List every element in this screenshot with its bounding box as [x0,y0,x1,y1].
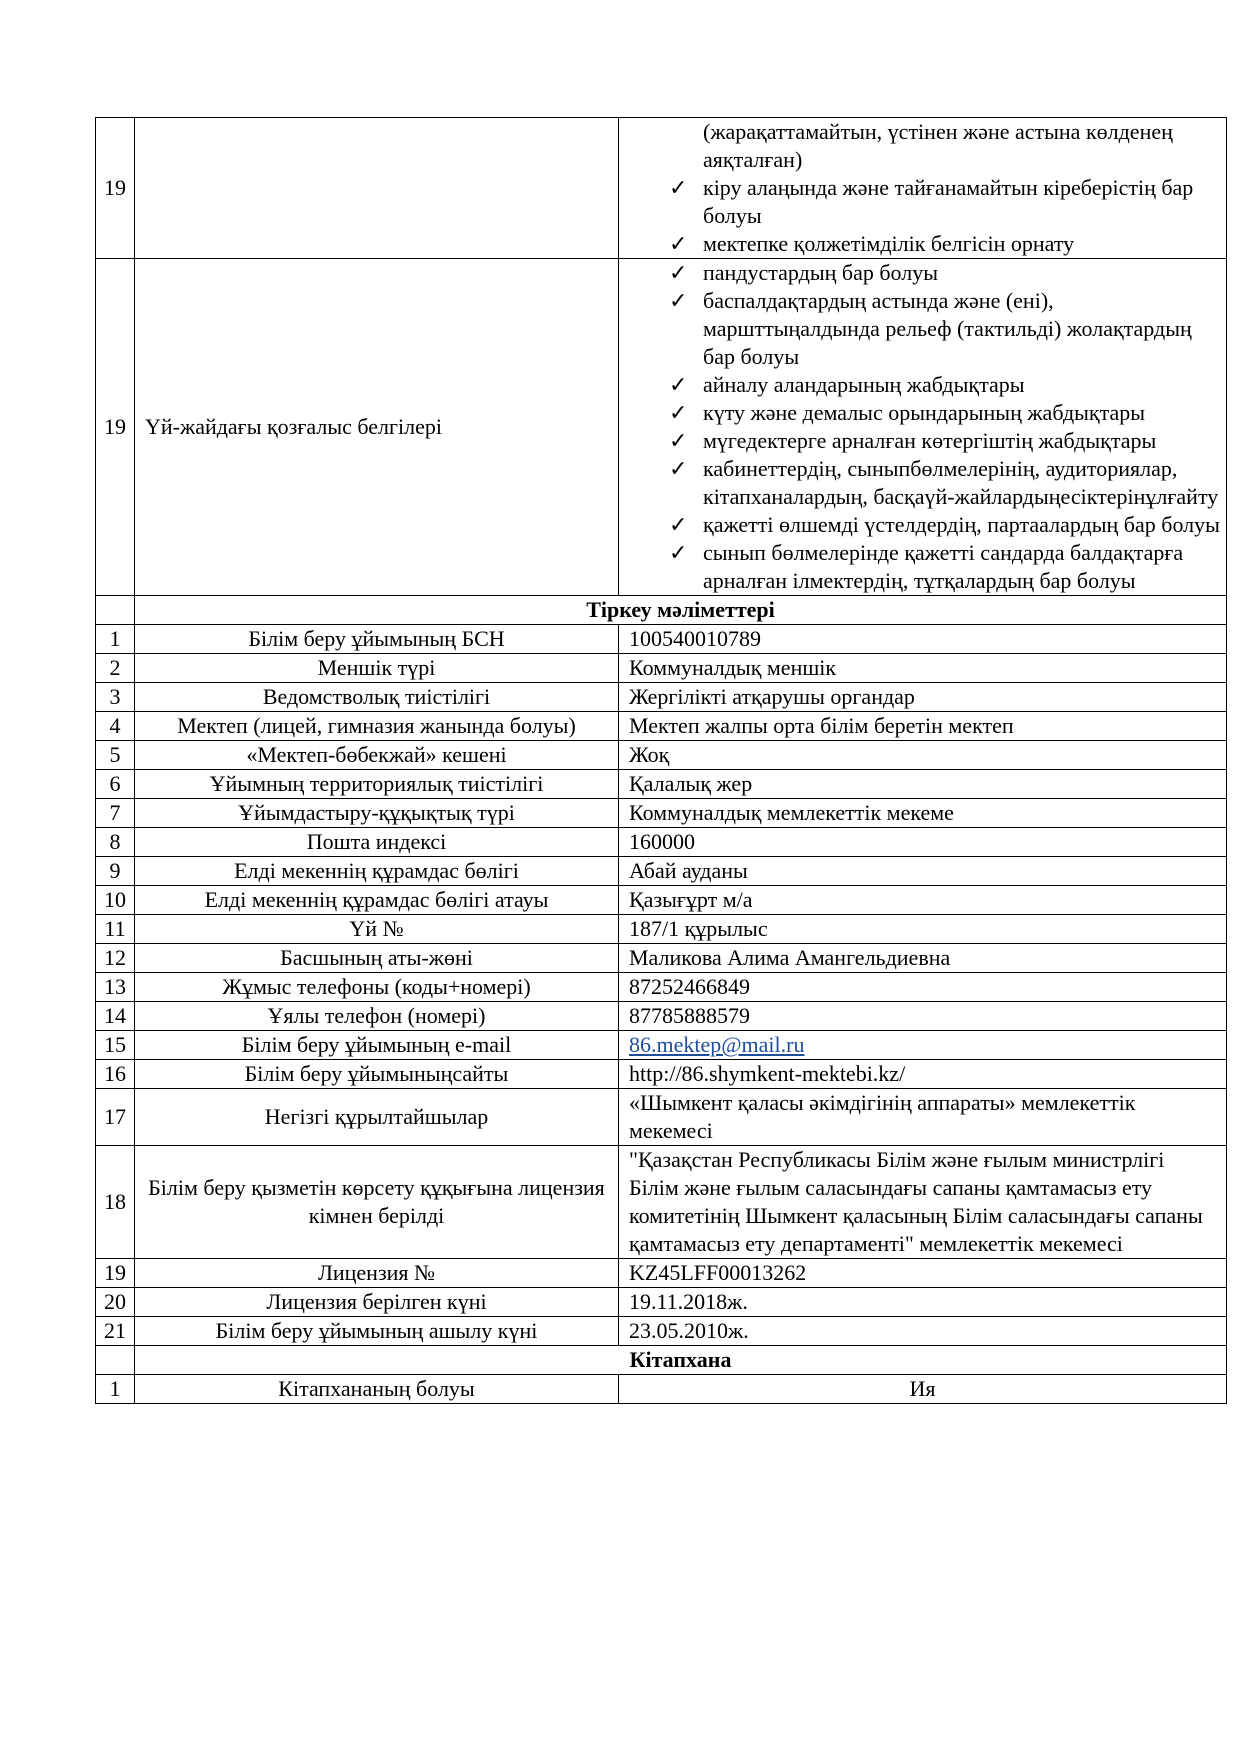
list-item-text: күту және демалыс орындарының жабдықтары [703,400,1146,425]
table-row [96,799,1227,828]
table-row [96,654,1227,683]
row-value: KZ45LFF00013262 [619,1259,1227,1288]
section-header-library [96,1346,1227,1375]
row-label: Үй № [135,915,619,944]
table-row [96,683,1227,712]
row-number: 1 [96,1375,135,1404]
table-row [96,741,1227,770]
row-value: 87785888579 [619,1002,1227,1031]
table-row [96,1060,1227,1089]
row-label: Елді мекеннің құрамдас бөлігі [135,857,619,886]
row-value: «Шымкент қаласы әкімдігінің аппараты» мемлекеттік мекемесі [619,1089,1227,1146]
row-label: Білім беру ұйымыныңсайты [135,1060,619,1089]
table-row [96,770,1227,799]
row-value: Маликова Алима Амангельдиевна [619,944,1227,973]
list-item-text: (жарақаттамайтын, үстінен және астына көлденең аяқталған) [703,119,1173,172]
row-number: 11 [96,915,135,944]
table-row [96,1031,1227,1060]
list-item [619,427,1226,455]
table-row [96,1375,1227,1404]
row-label [135,118,619,259]
row-value: Коммуналдық меншік [619,654,1227,683]
row-label: Ведомстволық тиістілігі [135,683,619,712]
row-value: 87252466849 [619,973,1227,1002]
row-label: Ұйымның территориялық тиістілігі [135,770,619,799]
row-number: 17 [96,1089,135,1146]
checkmark-icon: ✓ [669,260,688,285]
row-number: 15 [96,1031,135,1060]
list-item-text: айналу аландарының жабдықтары [703,372,1025,397]
list-item-text: мектепке қолжетімділік белгісін орнату [703,231,1075,256]
table-row [96,915,1227,944]
row-value: Мектеп жалпы орта білім беретін мектеп [619,712,1227,741]
table-row [96,1317,1227,1346]
row-label: Кітапхананың болуы [135,1375,619,1404]
row-value: Абай ауданы [619,857,1227,886]
row-number: 5 [96,741,135,770]
row-value: Қалалық жер [619,770,1227,799]
section-header-registration [96,596,1227,625]
list-item [619,455,1226,511]
table-row [96,1002,1227,1031]
list-item [619,174,1226,230]
row-label: Білім беру ұйымының БСН [135,625,619,654]
row-value: 100540010789 [619,625,1227,654]
row-value: Жергілікті атқарушы органдар [619,683,1227,712]
row-checklist [619,259,1227,596]
row-label: Білім беру қызметін көрсету құқығына лицензия кімнен берілді [135,1146,619,1259]
row-number: 18 [96,1146,135,1259]
email-link[interactable]: 86.mektep@mail.ru [629,1032,805,1057]
table-row [96,886,1227,915]
list-item [619,371,1226,399]
table-row [96,973,1227,1002]
row-number: 19 [96,118,135,259]
table-row [96,857,1227,886]
row-number: 3 [96,683,135,712]
row-value: 23.05.2010ж. [619,1317,1227,1346]
list-item [619,399,1226,427]
row-value: 160000 [619,828,1227,857]
checkmark-icon: ✓ [669,456,688,481]
table-row [96,1146,1227,1259]
list-item [619,511,1226,539]
row-value: Ия [619,1375,1227,1404]
row-value: Жоқ [619,741,1227,770]
row-number: 16 [96,1060,135,1089]
row-number: 4 [96,712,135,741]
row-label: Меншік түрі [135,654,619,683]
row-label: Лицензия берілген күні [135,1288,619,1317]
checkmark-icon: ✓ [669,512,688,537]
row-number: 10 [96,886,135,915]
list-item [619,539,1226,595]
list-item [619,118,1226,174]
row-number: 2 [96,654,135,683]
checkmark-icon: ✓ [669,175,688,200]
row-label: Білім беру ұйымының e-mail [135,1031,619,1060]
list-item-text: пандустардың бар болуы [703,260,938,285]
row-number: 21 [96,1317,135,1346]
list-item-text: мүгедектерге арналған көтергіштің жабдықтары [703,428,1157,453]
table-row [96,259,1227,596]
table-row [96,118,1227,259]
row-number: 8 [96,828,135,857]
row-label: Ұялы телефон (номері) [135,1002,619,1031]
checkmark-icon: ✓ [669,400,688,425]
row-label: Білім беру ұйымының ашылу күні [135,1317,619,1346]
section-empty-cell [96,1346,135,1375]
list-item [619,230,1226,258]
list-item [619,287,1226,371]
row-label: Ұйымдастыру-құқықтық түрі [135,799,619,828]
table-row [96,944,1227,973]
section-empty-cell [96,596,135,625]
list-item-text: баспалдақтардың астында және (ені), маршттыңалдында рельеф (тактильді) жолақтардың бар болуы [703,288,1192,369]
row-value: http://86.shymkent-mektebi.kz/ [619,1060,1227,1089]
list-item-text: кіру алаңында және тайғанамайтын кіреберістің бар болуы [703,175,1194,228]
row-number: 13 [96,973,135,1002]
row-value: Коммуналдық мемлекеттік мекеме [619,799,1227,828]
table-row [96,625,1227,654]
row-label: Үй-жайдағы қозғалыс белгілері [135,259,619,596]
row-number: 14 [96,1002,135,1031]
table-row [96,828,1227,857]
row-label: Мектеп (лицей, гимназия жанында болуы) [135,712,619,741]
checklist [619,118,1226,258]
row-label: Елді мекеннің құрамдас бөлігі атауы [135,886,619,915]
list-item-text: қажетті өлшемді үстелдердің, партаалардың бар болуы [703,512,1220,537]
list-item [619,259,1226,287]
section-title: Кітапхана [135,1346,1227,1375]
row-number: 12 [96,944,135,973]
row-number: 7 [96,799,135,828]
checklist [619,259,1226,595]
row-value: "Қазақстан Республикасы Білім және ғылым министрлігі Білім және ғылым саласындағы сапаны қамтамасыз ету комитетінің Шымкент қаласының Білім саласындағы сапаны қамтамасыз ету департаменті" мемлекеттік мекемесі [619,1146,1227,1259]
row-label: Негізгі құрылтайшылар [135,1089,619,1146]
row-number: 20 [96,1288,135,1317]
row-number: 9 [96,857,135,886]
row-number: 1 [96,625,135,654]
checkmark-icon: ✓ [669,428,688,453]
checkmark-icon: ✓ [669,288,688,313]
list-item-text: кабинеттердің, сыныпбөлмелерінің, аудиториялар, кітапханалардың, басқаүй-жайлардыңесіктерінұлғайту [703,456,1219,509]
checkmark-icon: ✓ [669,231,688,256]
row-number: 6 [96,770,135,799]
row-value: Қазығұрт м/а [619,886,1227,915]
row-label: Лицензия № [135,1259,619,1288]
row-number: 19 [96,259,135,596]
info-table [95,117,1227,1404]
checkmark-icon: ✓ [669,372,688,397]
list-item-text: сынып бөлмелерінде қажетті сандарда балдақтарға арналған ілмектердің, тұтқалардың бар болуы [703,540,1184,593]
table-row [96,1288,1227,1317]
row-label: «Мектеп-бөбекжай» кешені [135,741,619,770]
row-value: 19.11.2018ж. [619,1288,1227,1317]
row-checklist [619,118,1227,259]
row-value [619,1031,1227,1060]
row-label: Пошта индексі [135,828,619,857]
checkmark-icon: ✓ [669,540,688,565]
row-label: Жұмыс телефоны (коды+номері) [135,973,619,1002]
table-row [96,712,1227,741]
table-row [96,1089,1227,1146]
row-number: 19 [96,1259,135,1288]
row-value: 187/1 құрылыс [619,915,1227,944]
table-row [96,1259,1227,1288]
row-label: Басшының аты-жөні [135,944,619,973]
section-title: Тіркеу мәліметтері [135,596,1227,625]
